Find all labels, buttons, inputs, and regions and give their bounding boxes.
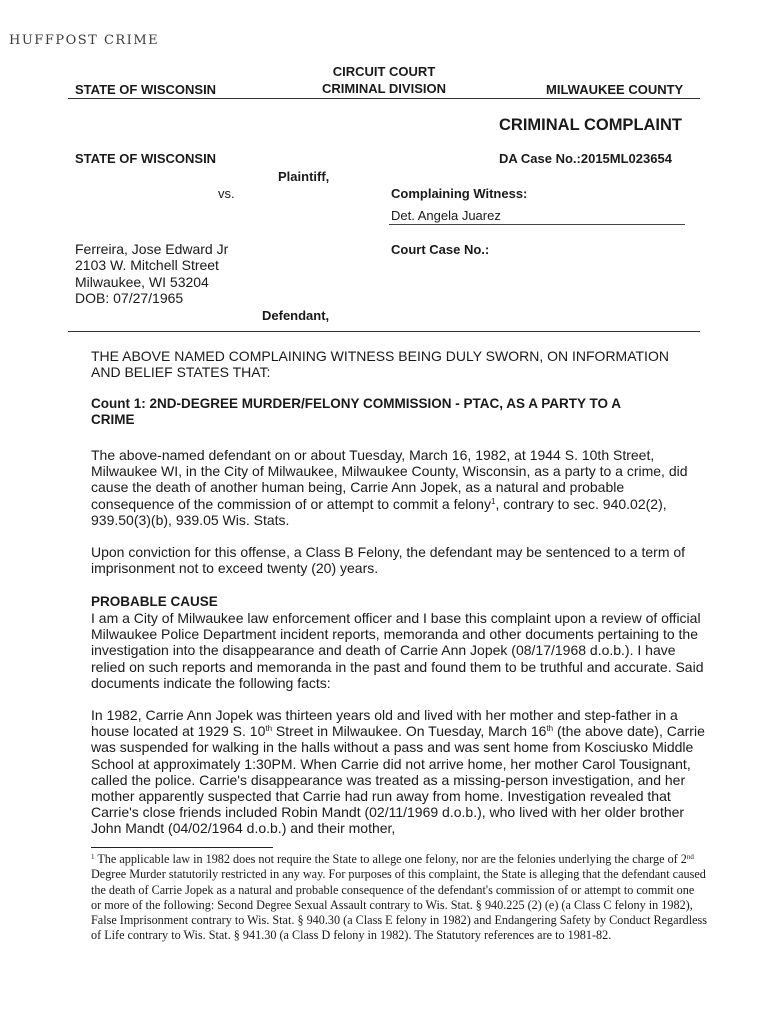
witness-label: Complaining Witness: bbox=[391, 186, 528, 201]
header-court-line2: CRIMINAL DIVISION bbox=[322, 81, 446, 96]
defendant-block bbox=[75, 241, 228, 306]
defendant-street: 2103 W. Mitchell Street bbox=[75, 257, 219, 274]
count-heading bbox=[91, 396, 711, 428]
ordinal-suffix: th bbox=[265, 724, 273, 734]
plaintiff-label: Plaintiff, bbox=[278, 169, 330, 184]
brand-watermark: HUFFPOST CRIME bbox=[9, 33, 160, 48]
footnote-mark: 1 bbox=[91, 853, 95, 861]
witness-underline bbox=[389, 224, 685, 225]
caption-rule bbox=[68, 331, 700, 332]
sworn-intro bbox=[91, 348, 711, 380]
probable-cause-para2 bbox=[91, 707, 711, 837]
count-body bbox=[91, 447, 711, 528]
plaintiff-name: STATE OF WISCONSIN bbox=[75, 151, 217, 166]
header-court bbox=[318, 64, 450, 96]
footnote-text-b: Degree Murder statutorily restricted in any way. For purposes of this complaint, the State is alleging that the defendant caused the death of Carrie Jopek as a natural and probable consequence of the defendant's commission of or attempt to commit one or more of the following: Second Degree Sexual Assault contrary to Wis. Stat. § 940.225 (2) (e) (a Class C felony in 1982), False Imprisonment contrary to Wis. Stat. § 940.30 (a Class E felony in 1982) and Endangering Safety by Conduct Regardless of Life contrary to Wis. Stat. § 941.30 (a Class D felony in 1982). The Statutory references are to 1981-82. bbox=[91, 867, 707, 943]
header-rule bbox=[68, 98, 700, 99]
para2-text-a: In 1982, Carrie Ann Jopek was thirteen years old and lived with her mother and step-father in a house located at 1929 S. 10 bbox=[91, 707, 678, 740]
count-heading-line2: CRIME bbox=[91, 412, 135, 428]
defendant-name: Ferreira, Jose Edward Jr bbox=[75, 241, 229, 257]
count-body-text: The above-named defendant on or about Tuesday, March 16, 1982, at 1944 S. 10th Street, Milwaukee WI, in the City of Milwaukee, Milwaukee County, Wisconsin, as a party to a crime, did cause the death of another human being, Carrie Ann Jopek, as a natural and probable consequence of the commission of or attempt to commit a felony bbox=[91, 447, 688, 512]
footnote bbox=[91, 852, 707, 944]
count-heading-line1: Count 1: 2ND-DEGREE MURDER/FELONY COMMISSION - PTAC, AS A PARTY TO A bbox=[91, 396, 622, 411]
ordinal-suffix: nd bbox=[686, 853, 694, 861]
sworn-intro-line2: AND BELIEF STATES THAT: bbox=[91, 364, 271, 381]
sworn-intro-line1: THE ABOVE NAMED COMPLAINING WITNESS BEING DULY SWORN, ON INFORMATION bbox=[91, 348, 669, 364]
doc-title: CRIMINAL COMPLAINT bbox=[499, 116, 683, 134]
para2-text-b: Street in Milwaukee. On Tuesday, March 16 bbox=[272, 723, 547, 740]
count-body-statutes: , contrary to sec. 940.02(2), 939.50(3)(b), 939.05 Wis. Stats. bbox=[91, 495, 667, 528]
sentence-paragraph: Upon conviction for this offense, a Class B Felony, the defendant may be sentenced to a term of imprisonment not to exceed twenty (20) years. bbox=[91, 544, 686, 577]
da-case-number: DA Case No.:2015ML023654 bbox=[499, 151, 672, 166]
defendant-dob: DOB: 07/27/1965 bbox=[75, 289, 184, 306]
header-court-line1: CIRCUIT COURT bbox=[332, 64, 436, 79]
footnote-separator bbox=[91, 847, 273, 848]
ordinal-suffix: th bbox=[546, 724, 554, 734]
defendant-label: Defendant, bbox=[262, 308, 330, 323]
header-state: STATE OF WISCONSIN bbox=[75, 82, 217, 97]
defendant-city: Milwaukee, WI 53204 bbox=[75, 273, 209, 290]
versus-label: vs. bbox=[218, 186, 235, 201]
footnote-text-a: The applicable law in 1982 does not require the State to allege one felony, nor are the felonies underlying the charge of 2 bbox=[94, 852, 687, 866]
footnote-reference[interactable]: 1 bbox=[490, 496, 496, 506]
witness-name: Det. Angela Juarez bbox=[391, 208, 501, 223]
header-county: MILWAUKEE COUNTY bbox=[546, 82, 684, 97]
probable-cause-para1: I am a City of Milwaukee law enforcement officer and I base this complaint upon a review of official Milwaukee Police Department incident reports, memoranda and other documents pertaining to the investigation into the disappearance and death of Carrie Ann Jopek (08/17/1968 d.o.b.). I have relied on such reports and memoranda in the past and found them to be truthful and accurate. Said documents indicate the following facts: bbox=[91, 610, 704, 691]
para2-text-c: (the above date), Carrie was suspended for walking in the halls without a pass and was sent home from Kosciusko Middle School at approximately 1:30PM. When Carrie did not arrive home, her mother Carol Tousignant, called the police. Carrie's disappearance was treated as a missing-person investigation, and her mother apparently suspected that Carrie had run away from home. Investigation revealed that Carrie's close friends included Robin Mandt (02/11/1969 d.o.b.), who lived with her older brother John Mandt (04/02/1964 d.o.b.) and their mother, bbox=[91, 723, 705, 837]
court-case-number: Court Case No.: bbox=[391, 242, 490, 257]
probable-cause-heading: PROBABLE CAUSE bbox=[91, 594, 218, 609]
